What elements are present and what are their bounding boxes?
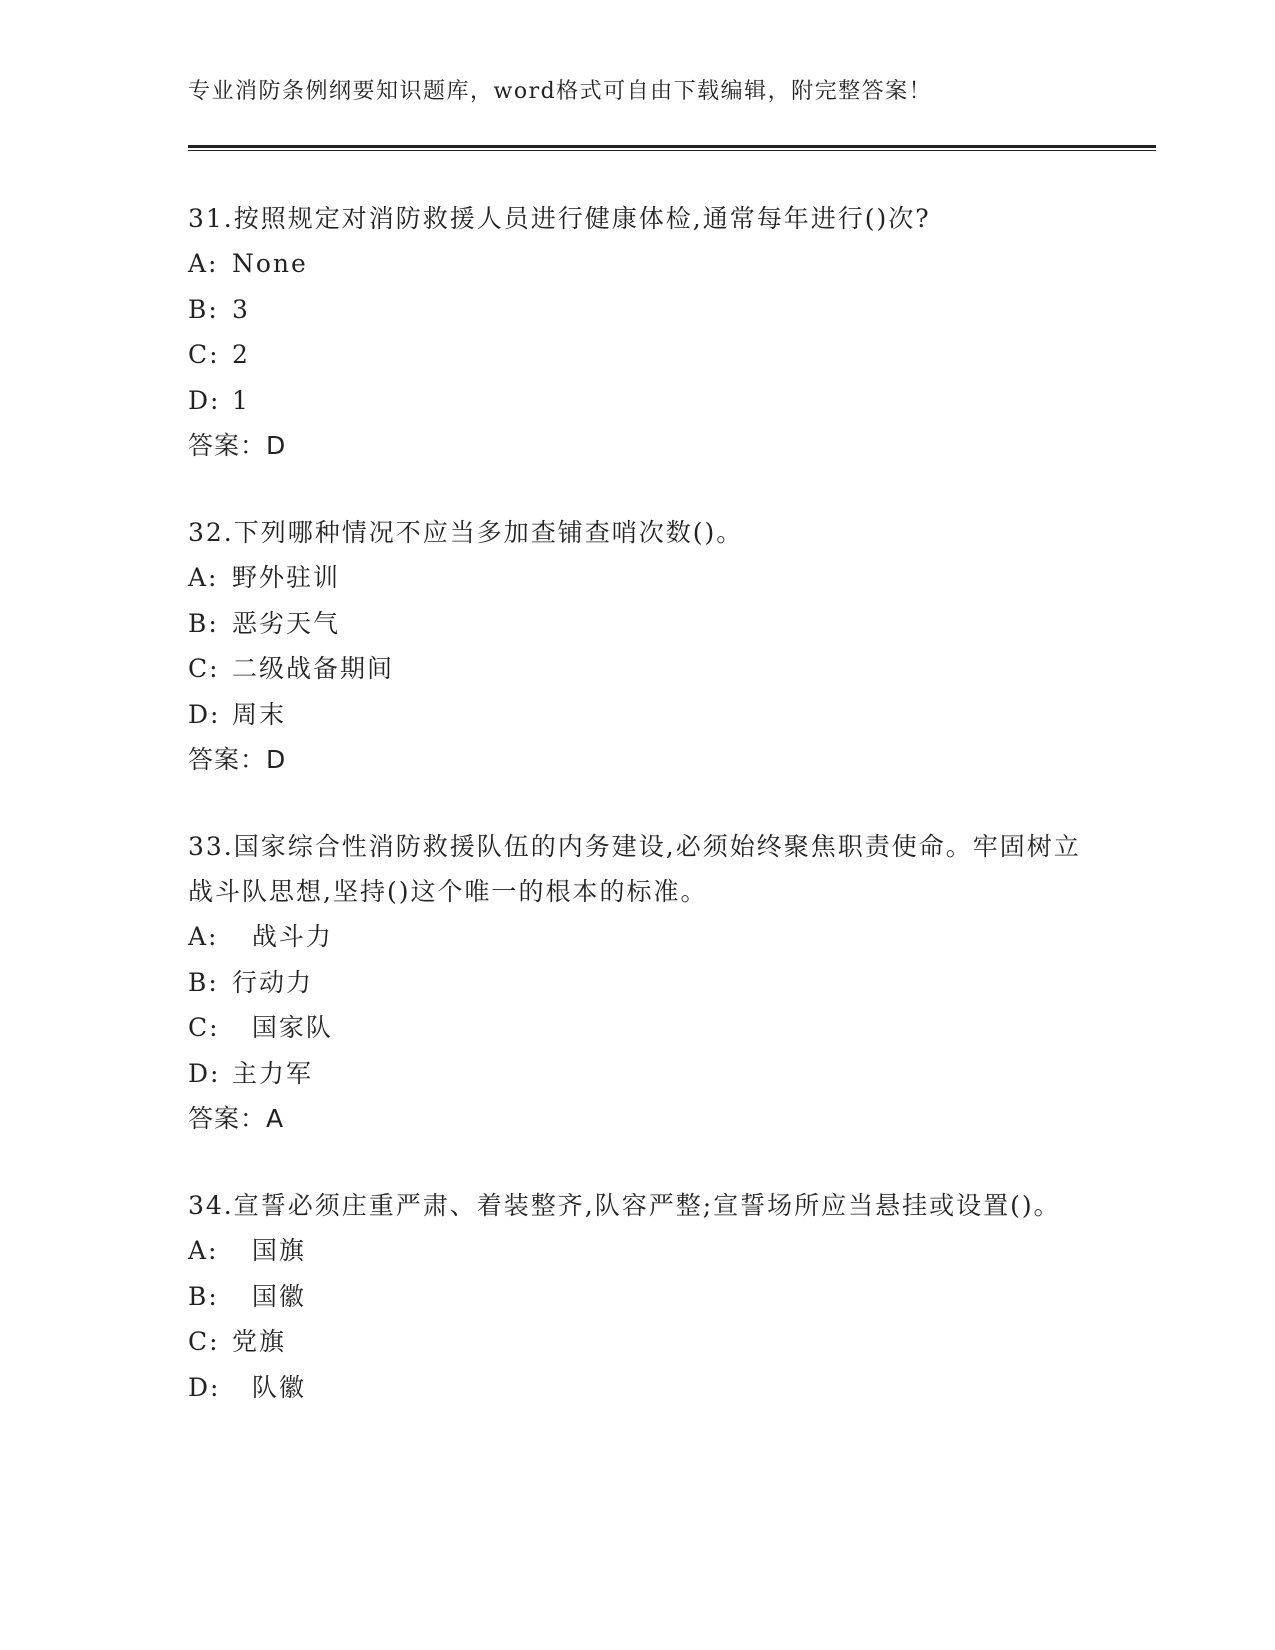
- question-31: [188, 196, 1088, 469]
- option-text: 战斗力: [232, 922, 333, 951]
- option-label: C:: [188, 340, 220, 369]
- answer-line: 答案：D: [188, 431, 287, 460]
- option-label: A:: [188, 563, 219, 592]
- answer-line: 答案：A: [188, 1104, 285, 1133]
- option-label: C:: [188, 654, 220, 683]
- option-a: [188, 1228, 1088, 1274]
- option-b: [188, 960, 1088, 1006]
- option-b: [188, 601, 1088, 647]
- option-text: 野外驻训: [232, 563, 341, 592]
- option-text: 3: [232, 294, 250, 324]
- option-label: C:: [188, 1013, 220, 1042]
- header-divider-thick: [188, 145, 1156, 148]
- option-label: C:: [188, 1327, 220, 1356]
- question-list: [188, 196, 1088, 1451]
- option-d: [188, 1365, 1088, 1411]
- question-33: [188, 824, 1088, 1142]
- option-c: [188, 1319, 1088, 1365]
- option-label: D:: [188, 699, 221, 729]
- option-label: B:: [188, 608, 219, 638]
- option-text: None: [232, 249, 308, 278]
- answer-line: 答案：D: [188, 745, 287, 774]
- option-label: B:: [188, 967, 219, 997]
- question-stem: 32.下列哪种情况不应当多加查铺查哨次数()。: [188, 518, 744, 547]
- option-c: [188, 332, 1088, 378]
- option-text: 国家队: [232, 1013, 333, 1042]
- question-stem: 31.按照规定对消防救援人员进行健康体检,通常每年进行()次?: [188, 204, 931, 233]
- option-label: B:: [188, 1281, 219, 1311]
- question-32: [188, 510, 1088, 783]
- question-34: [188, 1183, 1088, 1410]
- option-text: 2: [232, 340, 250, 369]
- option-d: [188, 1051, 1088, 1097]
- option-text: 1: [232, 385, 250, 415]
- option-a: [188, 914, 1088, 960]
- option-label: A:: [188, 922, 219, 951]
- option-b: [188, 287, 1088, 333]
- option-text: 队徽: [232, 1372, 306, 1402]
- option-label: B:: [188, 294, 219, 324]
- option-label: D:: [188, 385, 221, 415]
- option-text: 国徽: [232, 1281, 306, 1311]
- option-d: [188, 692, 1088, 738]
- option-a: [188, 555, 1088, 601]
- option-text: 国旗: [232, 1236, 306, 1265]
- option-text: 二级战备期间: [232, 654, 395, 683]
- header-divider-thin: [188, 150, 1156, 151]
- option-label: D:: [188, 1372, 221, 1402]
- option-text: 恶劣天气: [232, 608, 341, 638]
- option-label: D:: [188, 1058, 221, 1088]
- option-c: [188, 1005, 1088, 1051]
- option-b: [188, 1274, 1088, 1320]
- option-text: 周末: [232, 699, 287, 729]
- option-text: 党旗: [232, 1327, 287, 1356]
- option-text: 行动力: [232, 967, 314, 997]
- question-stem: 34.宣誓必须庄重严肃、着装整齐,队容严整;宣誓场所应当悬挂或设置()。: [188, 1191, 1061, 1220]
- option-text: 主力军: [232, 1058, 314, 1088]
- page-header: 专业消防条例纲要知识题库，word格式可自由下载编辑，附完整答案！: [188, 79, 933, 104]
- option-label: A:: [188, 1236, 219, 1265]
- option-label: A:: [188, 249, 219, 278]
- option-d: [188, 378, 1088, 424]
- option-a: [188, 241, 1088, 287]
- question-stem: 33.国家综合性消防救援队伍的内务建设,必须始终聚焦职责使命。牢固树立战斗队思想,坚持()这个唯一的根本的标准。: [188, 832, 1081, 906]
- option-c: [188, 646, 1088, 692]
